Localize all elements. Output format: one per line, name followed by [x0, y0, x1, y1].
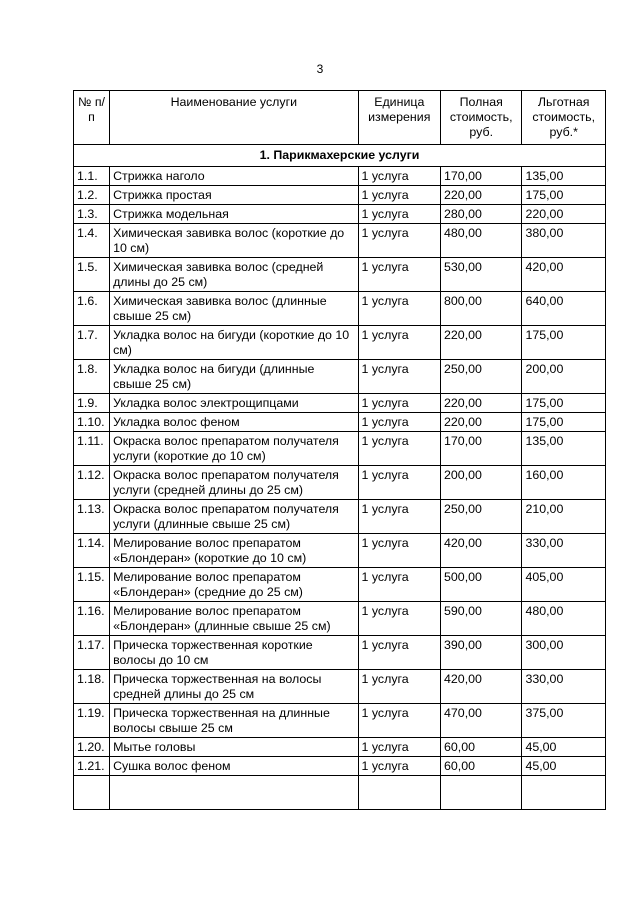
cell-name: Окраска волос препаратом получателя услуги (длинные свыше 25 см): [110, 500, 358, 534]
cell-name: Укладка волос на бигуди (длинные свыше 25 см): [110, 360, 358, 394]
cell-num: 1.3.: [74, 205, 110, 224]
table-row: [74, 500, 606, 534]
table-row: [74, 394, 606, 413]
empty-cell: [441, 776, 522, 810]
price-table: [73, 90, 606, 810]
cell-unit: 1 услуга: [358, 292, 440, 326]
cell-full-price: 250,00: [441, 500, 522, 534]
cell-num: 1.17.: [74, 636, 110, 670]
cell-num: 1.15.: [74, 568, 110, 602]
table-row: [74, 186, 606, 205]
cell-unit: 1 услуга: [358, 167, 440, 186]
empty-cell: [74, 776, 110, 810]
table-row: [74, 360, 606, 394]
cell-num: 1.19.: [74, 704, 110, 738]
page-number: 3: [316, 62, 324, 76]
cell-pref-price: 160,00: [522, 466, 606, 500]
cell-num: 1.13.: [74, 500, 110, 534]
cell-num: 1.21.: [74, 757, 110, 776]
cell-name: Прическа торжественная короткие волосы до 10 см: [110, 636, 358, 670]
table-row: [74, 292, 606, 326]
cell-full-price: 590,00: [441, 602, 522, 636]
empty-cell: [110, 776, 358, 810]
cell-pref-price: 640,00: [522, 292, 606, 326]
cell-full-price: 220,00: [441, 394, 522, 413]
cell-num: 1.12.: [74, 466, 110, 500]
cell-name: Укладка волос феном: [110, 413, 358, 432]
cell-name: Укладка волос электрощипцами: [110, 394, 358, 413]
cell-num: 1.11.: [74, 432, 110, 466]
cell-pref-price: 380,00: [522, 224, 606, 258]
table-row: [74, 326, 606, 360]
cell-name: Окраска волос препаратом получателя услуги (короткие до 10 см): [110, 432, 358, 466]
cell-full-price: 530,00: [441, 258, 522, 292]
cell-name: Химическая завивка волос (короткие до 10 см): [110, 224, 358, 258]
cell-name: Прическа торжественная на длинные волосы свыше 25 см: [110, 704, 358, 738]
cell-unit: 1 услуга: [358, 466, 440, 500]
cell-full-price: 470,00: [441, 704, 522, 738]
cell-num: 1.5.: [74, 258, 110, 292]
cell-pref-price: 175,00: [522, 326, 606, 360]
cell-unit: 1 услуга: [358, 432, 440, 466]
cell-pref-price: 135,00: [522, 432, 606, 466]
table-row: [74, 738, 606, 757]
cell-num: 1.20.: [74, 738, 110, 757]
section-title: 1. Парикмахерские услуги: [74, 145, 606, 167]
cell-unit: 1 услуга: [358, 413, 440, 432]
cell-full-price: 170,00: [441, 167, 522, 186]
cell-pref-price: 300,00: [522, 636, 606, 670]
cell-pref-price: 480,00: [522, 602, 606, 636]
header-row: [74, 91, 606, 145]
cell-full-price: 220,00: [441, 326, 522, 360]
cell-num: 1.16.: [74, 602, 110, 636]
table-row: [74, 636, 606, 670]
cell-pref-price: 175,00: [522, 394, 606, 413]
cell-pref-price: 220,00: [522, 205, 606, 224]
table-row: [74, 167, 606, 186]
cell-full-price: 220,00: [441, 186, 522, 205]
cell-num: 1.18.: [74, 670, 110, 704]
cell-unit: 1 услуга: [358, 568, 440, 602]
table-row: [74, 568, 606, 602]
cell-full-price: 220,00: [441, 413, 522, 432]
cell-unit: 1 услуга: [358, 360, 440, 394]
cell-name: Мелирование волос препаратом «Блондеран» (длинные свыше 25 см): [110, 602, 358, 636]
cell-unit: 1 услуга: [358, 394, 440, 413]
table-row: [74, 757, 606, 776]
cell-pref-price: 330,00: [522, 670, 606, 704]
cell-pref-price: 175,00: [522, 413, 606, 432]
cell-pref-price: 210,00: [522, 500, 606, 534]
cell-full-price: 280,00: [441, 205, 522, 224]
header-name: Наименование услуги: [110, 91, 358, 145]
cell-num: 1.2.: [74, 186, 110, 205]
cell-pref-price: 405,00: [522, 568, 606, 602]
cell-pref-price: 420,00: [522, 258, 606, 292]
cell-name: Укладка волос на бигуди (короткие до 10 см): [110, 326, 358, 360]
cell-unit: 1 услуга: [358, 738, 440, 757]
cell-unit: 1 услуга: [358, 757, 440, 776]
table-row: [74, 258, 606, 292]
cell-unit: 1 услуга: [358, 500, 440, 534]
table-row: [74, 602, 606, 636]
cell-unit: 1 услуга: [358, 258, 440, 292]
cell-pref-price: 200,00: [522, 360, 606, 394]
cell-name: Сушка волос феном: [110, 757, 358, 776]
empty-row: [74, 776, 606, 810]
cell-full-price: 200,00: [441, 466, 522, 500]
cell-pref-price: 45,00: [522, 738, 606, 757]
cell-pref-price: 45,00: [522, 757, 606, 776]
cell-full-price: 480,00: [441, 224, 522, 258]
cell-unit: 1 услуга: [358, 224, 440, 258]
cell-name: Мытье головы: [110, 738, 358, 757]
cell-pref-price: 175,00: [522, 186, 606, 205]
cell-full-price: 60,00: [441, 738, 522, 757]
cell-unit: 1 услуга: [358, 602, 440, 636]
cell-name: Стрижка простая: [110, 186, 358, 205]
cell-unit: 1 услуга: [358, 186, 440, 205]
cell-full-price: 250,00: [441, 360, 522, 394]
table-row: [74, 704, 606, 738]
header-pref-price: Льготная стоимость, руб.*: [522, 91, 606, 145]
cell-unit: 1 услуга: [358, 704, 440, 738]
cell-name: Прическа торжественная на волосы средней длины до 25 см: [110, 670, 358, 704]
cell-pref-price: 135,00: [522, 167, 606, 186]
cell-pref-price: 330,00: [522, 534, 606, 568]
table-row: [74, 413, 606, 432]
cell-name: Стрижка наголо: [110, 167, 358, 186]
table-row: [74, 432, 606, 466]
cell-unit: 1 услуга: [358, 636, 440, 670]
table-row: [74, 670, 606, 704]
cell-num: 1.10.: [74, 413, 110, 432]
cell-full-price: 420,00: [441, 534, 522, 568]
cell-pref-price: 375,00: [522, 704, 606, 738]
cell-num: 1.7.: [74, 326, 110, 360]
cell-full-price: 60,00: [441, 757, 522, 776]
table-row: [74, 466, 606, 500]
section-row: [74, 145, 606, 167]
table-row: [74, 534, 606, 568]
cell-full-price: 800,00: [441, 292, 522, 326]
cell-unit: 1 услуга: [358, 670, 440, 704]
cell-num: 1.1.: [74, 167, 110, 186]
cell-num: 1.14.: [74, 534, 110, 568]
cell-unit: 1 услуга: [358, 534, 440, 568]
cell-unit: 1 услуга: [358, 326, 440, 360]
cell-name: Мелирование волос препаратом «Блондеран» (средние до 25 см): [110, 568, 358, 602]
cell-num: 1.4.: [74, 224, 110, 258]
cell-num: 1.8.: [74, 360, 110, 394]
cell-unit: 1 услуга: [358, 205, 440, 224]
cell-full-price: 170,00: [441, 432, 522, 466]
table-row: [74, 205, 606, 224]
cell-name: Мелирование волос препаратом «Блондеран» (короткие до 10 см): [110, 534, 358, 568]
cell-name: Химическая завивка волос (средней длины до 25 см): [110, 258, 358, 292]
header-num: № п/п: [74, 91, 110, 145]
empty-cell: [522, 776, 606, 810]
table-row: [74, 224, 606, 258]
header-full-price: Полная стоимость, руб.: [441, 91, 522, 145]
cell-full-price: 390,00: [441, 636, 522, 670]
cell-name: Стрижка модельная: [110, 205, 358, 224]
cell-full-price: 500,00: [441, 568, 522, 602]
cell-name: Химическая завивка волос (длинные свыше 25 см): [110, 292, 358, 326]
cell-full-price: 420,00: [441, 670, 522, 704]
cell-num: 1.9.: [74, 394, 110, 413]
cell-num: 1.6.: [74, 292, 110, 326]
cell-name: Окраска волос препаратом получателя услуги (средней длины до 25 см): [110, 466, 358, 500]
empty-cell: [358, 776, 440, 810]
header-unit: Единица измерения: [358, 91, 440, 145]
